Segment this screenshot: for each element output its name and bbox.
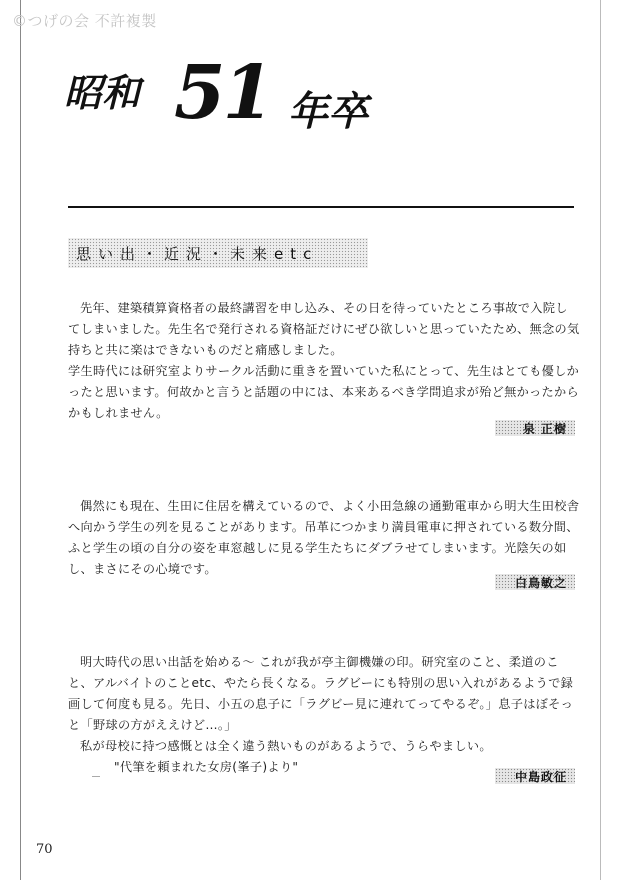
page-number: 70 [36, 842, 53, 857]
entry-1-paragraph-1: 先年、建築積算資格者の最終講習を申し込み、その日を待っていたところ事故で入院してしまいました。先生名で発行される資格証だけにぜひ欲しいと思っていたため、無念の気持ちと共に楽はできないものだと痛感しました。 [68, 301, 580, 357]
entry-1-paragraph-2: 学生時代には研究室よりサークル活動に重きを置いていた私にとって、先生はとても優しかったと思います。何故かと言うと話題の中には、本来あるべき学問追求が殆ど無かったからかもしれません。 [68, 364, 580, 420]
entry-3-paragraph-1: 明大時代の思い出話を始める～ これが我が亭主御機嫌の印。研究室のこと、柔道のこと、アルバイトのことetc、やたら長くなる。ラグビーにも特別の思い入れがあるようで録画して何度も見る。先日、小五の息子に「ラグビー見に連れてってやるぞ。」息子はぼそっと「野球の方がええけど…。」 [68, 655, 574, 732]
entry-2-author-box [495, 574, 575, 590]
subheading-text: 思い出・近況・未来etc [76, 245, 319, 263]
title-year: 51 [174, 50, 271, 136]
entry-1 [68, 298, 580, 424]
page-border-left [20, 0, 21, 880]
page-border-right [600, 0, 601, 880]
entry-1-author: 泉 正樹 [522, 422, 567, 436]
entry-3-paragraph-2: 私が母校に持つ感慨とは全く違う熱いものがあるようで、うらやましい。 [80, 739, 492, 753]
entry-2-paragraph-1: 偶然にも現在、生田に住居を構えているので、よく小田急線の通勤電車から明大生田校舎へ向かう学生の列を見ることがあります。吊革につかまり満員電車に押されている数分間、ふと学生の頃の自分の姿を車窓越しに見る学生たちにダブラせてしまいます。光陰矢の如し、まさにその心境です。 [68, 499, 580, 576]
scan-mark [92, 776, 100, 777]
section-subheading [68, 238, 368, 268]
entry-2 [68, 496, 580, 580]
entry-3-quote: "代筆を頼まれた女房(峯子)より" [114, 760, 299, 774]
entry-3-author: 中島政征 [514, 770, 567, 784]
entry-3-author-box [495, 768, 575, 784]
title-divider [68, 206, 574, 208]
title-suffix: 年卒 [288, 88, 368, 135]
entry-3 [68, 652, 580, 778]
title-era: 昭和 [64, 70, 141, 115]
copyright-watermark: ©つげの会 不許複製 [12, 12, 157, 30]
entry-1-author-box [495, 420, 575, 436]
entry-2-author: 白鳥敏之 [514, 576, 567, 590]
